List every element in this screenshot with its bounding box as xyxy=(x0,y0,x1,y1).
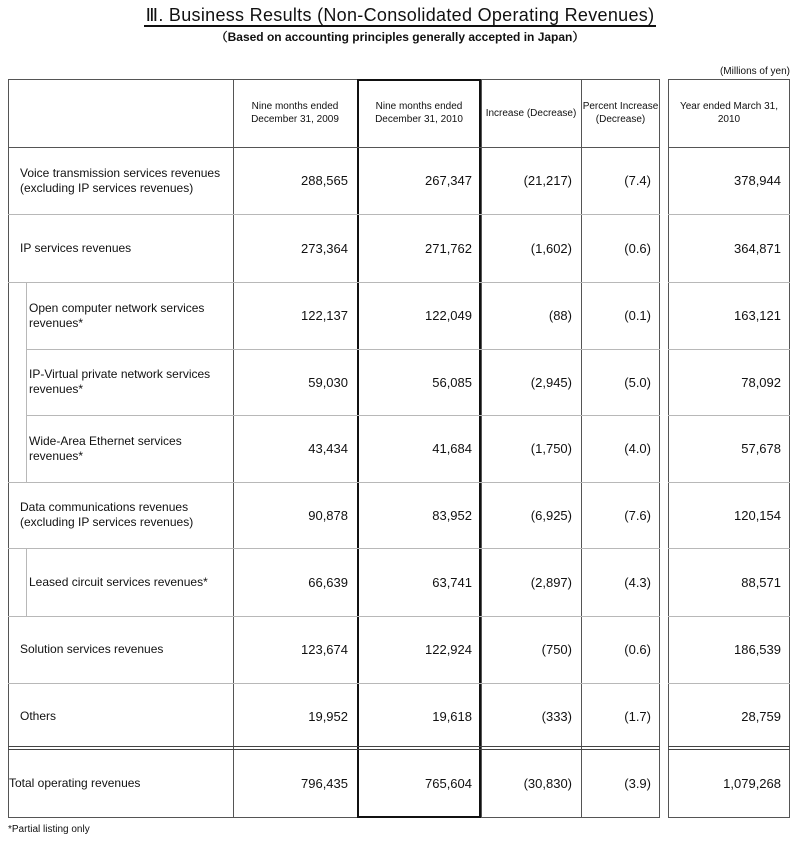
row-divider xyxy=(26,349,660,350)
table-cell: (6,925) xyxy=(530,507,572,523)
revenue-table xyxy=(8,79,790,818)
table-cell: (0.1) xyxy=(624,308,651,323)
table-cell: (30,830) xyxy=(523,776,572,791)
row-divider xyxy=(668,214,790,215)
footnote: *Partial listing only xyxy=(8,824,90,835)
table-cell: (88) xyxy=(548,308,572,323)
table-cell: (2,897) xyxy=(530,574,572,590)
table-cell: 796,435 xyxy=(301,776,348,791)
total-separator xyxy=(8,749,660,750)
column-header: Nine months ended December 31, 2010 xyxy=(375,101,463,125)
table-cell: 59,030 xyxy=(308,374,348,390)
table-border-left xyxy=(8,79,9,818)
table-border-right xyxy=(659,79,660,818)
table-cell: (21,217) xyxy=(523,173,572,188)
row-divider xyxy=(8,482,660,483)
table-cell: (1,602) xyxy=(530,240,572,256)
column-header: Percent Increase (Decrease) xyxy=(582,101,659,125)
table-cell: 122,137 xyxy=(301,308,348,323)
row-divider xyxy=(668,482,790,483)
table-cell: 273,364 xyxy=(301,240,348,256)
table-cell: 123,674 xyxy=(301,642,348,657)
row-label: Voice transmission services revenues (excluding IP services revenues) xyxy=(20,165,221,195)
row-label: IP services revenues xyxy=(20,240,132,255)
column-header: Increase (Decrease) xyxy=(485,107,577,119)
table-cell: 122,049 xyxy=(425,308,472,323)
table-cell: (4.0) xyxy=(624,441,651,456)
table-cell: 43,434 xyxy=(308,441,348,456)
table-cell: 19,952 xyxy=(308,708,348,724)
table-border-bottom xyxy=(8,817,660,818)
total-separator xyxy=(668,746,790,747)
row-divider xyxy=(668,282,790,283)
table-cell: 28,759 xyxy=(741,708,781,724)
table-cell: (0.6) xyxy=(624,642,651,657)
row-label: Wide-Area Ethernet services revenues* xyxy=(29,433,182,463)
table-cell: (7.6) xyxy=(624,507,651,523)
table-cell: 186,539 xyxy=(734,642,781,657)
table-border-bottom xyxy=(668,817,790,818)
column-header: Nine months ended December 31, 2009 xyxy=(251,101,339,125)
row-divider xyxy=(668,616,790,617)
table-cell: 267,347 xyxy=(425,173,472,188)
row-divider xyxy=(8,683,660,684)
table-cell: (5.0) xyxy=(624,374,651,390)
table-cell: 378,944 xyxy=(734,173,781,188)
row-divider xyxy=(8,548,660,549)
table-border-right xyxy=(789,79,790,818)
table-cell: (1,750) xyxy=(530,441,572,456)
row-divider xyxy=(8,282,660,283)
row-divider xyxy=(668,349,790,350)
table-cell: 88,571 xyxy=(741,574,781,590)
indent-marker xyxy=(26,548,27,616)
row-divider xyxy=(668,147,790,148)
table-cell: 41,684 xyxy=(432,441,472,456)
table-cell: 57,678 xyxy=(741,441,781,456)
row-label: Others xyxy=(20,708,57,723)
table-cell: 19,618 xyxy=(432,708,472,724)
row-label: Data communications revenues (excluding IP services revenues) xyxy=(20,500,194,529)
column-divider xyxy=(233,79,234,818)
table-cell: 90,878 xyxy=(308,507,348,523)
units-note: (Millions of yen) xyxy=(719,66,790,77)
table-cell: (2,945) xyxy=(530,374,572,390)
table-border-top xyxy=(8,79,660,80)
total-separator xyxy=(668,749,790,750)
row-divider xyxy=(26,415,660,416)
table-cell: 122,924 xyxy=(425,642,472,657)
table-cell: (1.7) xyxy=(624,708,651,724)
row-label: Open computer network services revenues* xyxy=(29,300,205,330)
row-divider xyxy=(668,548,790,549)
table-cell: 765,604 xyxy=(425,776,472,791)
indent-marker xyxy=(26,282,27,482)
table-cell: 120,154 xyxy=(734,507,781,523)
row-label: Solution services revenues xyxy=(20,642,164,656)
table-cell: (333) xyxy=(541,708,572,724)
page-subtitle: （Based on accounting principles generally accepted in Japan） xyxy=(215,30,585,44)
row-label: Total operating revenues xyxy=(9,776,141,790)
table-border-top xyxy=(668,79,790,80)
table-cell: 1,079,268 xyxy=(723,776,781,791)
row-divider xyxy=(8,214,660,215)
table-cell: 63,741 xyxy=(432,574,472,590)
total-separator xyxy=(8,746,660,747)
row-divider xyxy=(668,415,790,416)
table-cell: 163,121 xyxy=(734,308,781,323)
table-border-left xyxy=(668,79,669,818)
table-cell: 364,871 xyxy=(734,240,781,256)
table-cell: (3.9) xyxy=(624,776,651,791)
table-cell: 56,085 xyxy=(432,374,472,390)
table-cell: (4.3) xyxy=(624,574,651,590)
table-cell: 271,762 xyxy=(425,240,472,256)
column-divider xyxy=(481,79,482,818)
row-label: IP-Virtual private network services revenues* xyxy=(29,367,211,396)
row-divider xyxy=(668,683,790,684)
table-cell: 288,565 xyxy=(301,173,348,188)
table-cell: 83,952 xyxy=(432,507,472,523)
row-label: Leased circuit services revenues* xyxy=(29,574,208,589)
page-title: Ⅲ. Business Results (Non-Consolidated Operating Revenues) xyxy=(145,5,655,25)
row-divider xyxy=(8,147,660,148)
table-cell: (0.6) xyxy=(624,240,651,256)
column-divider xyxy=(581,79,582,818)
row-divider xyxy=(8,616,660,617)
highlighted-column xyxy=(357,79,481,818)
table-cell: 66,639 xyxy=(308,574,348,590)
table-cell: (7.4) xyxy=(624,173,651,188)
table-cell: 78,092 xyxy=(741,374,781,390)
column-header: Year ended March 31, 2010 xyxy=(679,101,779,125)
table-cell: (750) xyxy=(541,642,572,657)
